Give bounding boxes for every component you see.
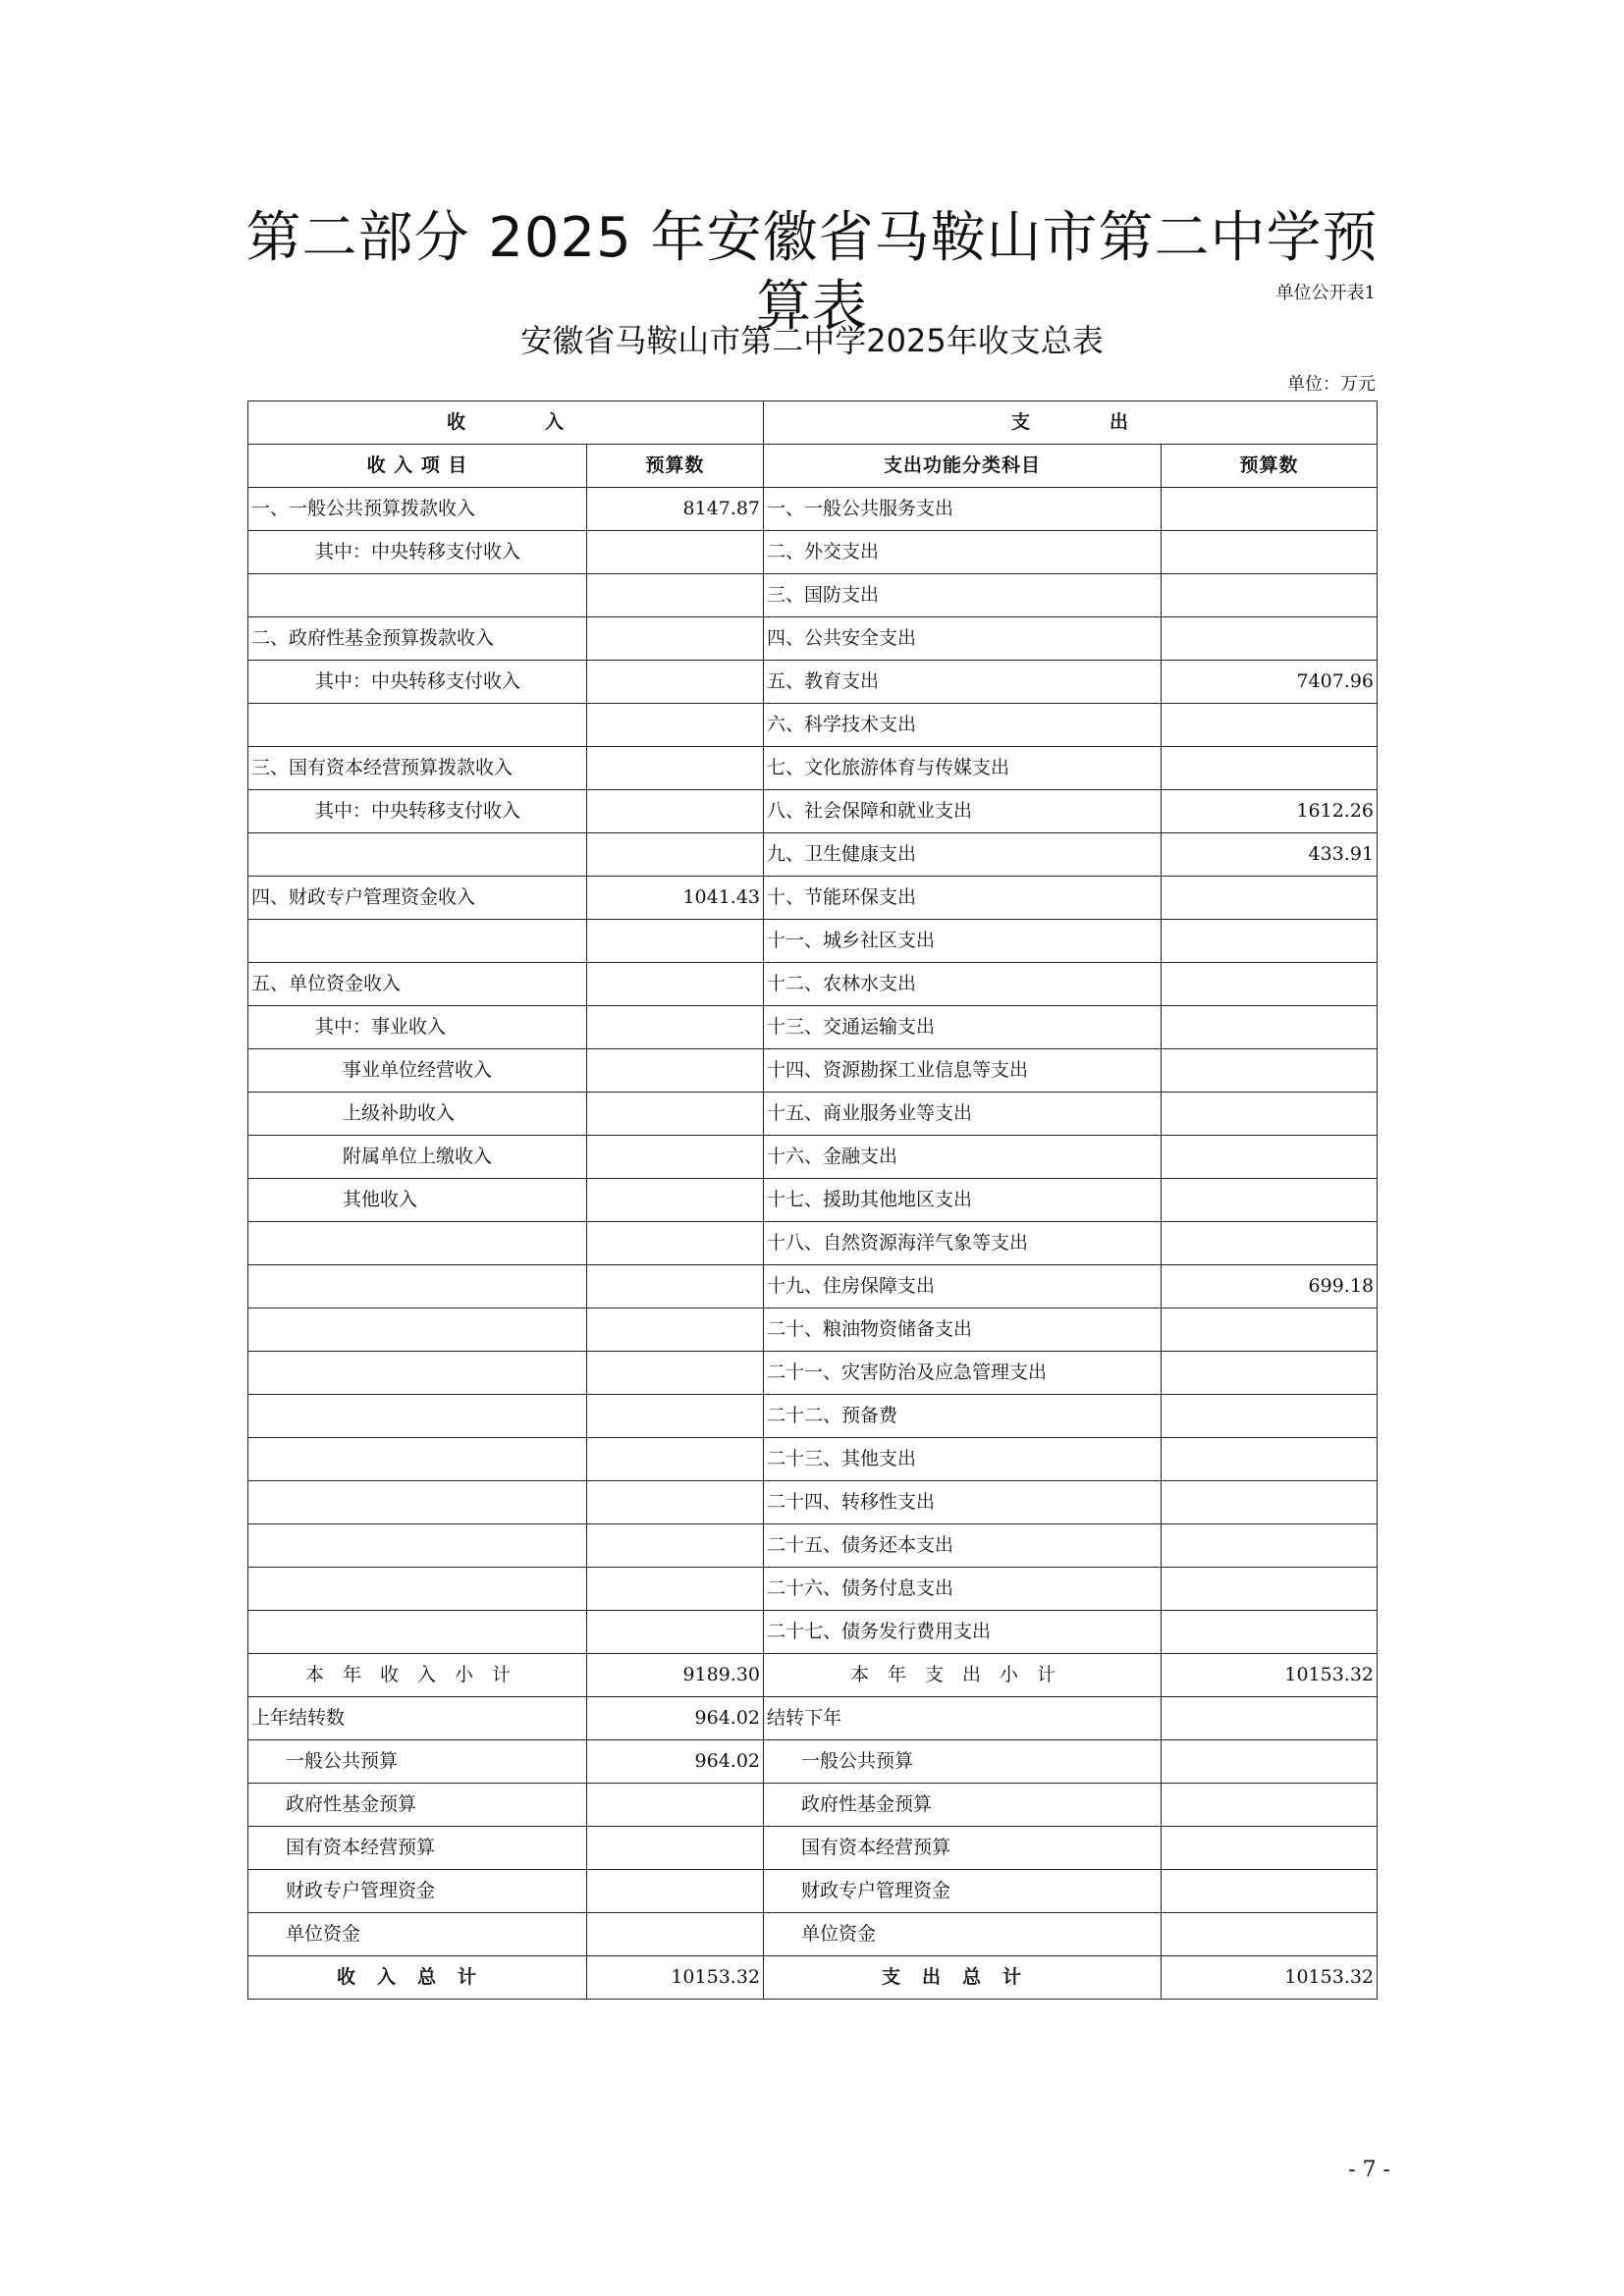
expense-item-cell: 十九、住房保障支出 — [764, 1265, 1162, 1308]
expense-amount-cell — [1162, 1913, 1378, 1956]
income-item-cell — [248, 574, 587, 617]
income-amount-cell — [587, 1870, 764, 1913]
table-row — [248, 1654, 1378, 1697]
income-amount-cell: 964.02 — [587, 1740, 764, 1784]
income-item-cell — [248, 1611, 587, 1654]
expense-item-cell: 二十二、预备费 — [764, 1395, 1162, 1438]
income-item-cell: 收入总计 — [248, 1956, 587, 2000]
expense-item-cell: 十二、农林水支出 — [764, 963, 1162, 1006]
expense-amount-cell: 699.18 — [1162, 1265, 1378, 1308]
income-amount-cell — [587, 1611, 764, 1654]
expense-amount-cell — [1162, 1395, 1378, 1438]
expense-amount-cell — [1162, 488, 1378, 531]
document-title: 第二部分 2025 年安徽省马鞍山市第二中学预算表 — [245, 206, 1379, 339]
expense-item-cell: 三、国防支出 — [764, 574, 1162, 617]
table-row — [248, 1524, 1378, 1568]
expense-item-cell: 二十一、灾害防治及应急管理支出 — [764, 1352, 1162, 1395]
expense-item-cell: 二、外交支出 — [764, 531, 1162, 574]
income-item-cell: 五、单位资金收入 — [248, 963, 587, 1006]
income-item-cell: 附属单位上缴收入 — [248, 1136, 587, 1179]
expense-amount-header: 预算数 — [1162, 445, 1378, 488]
income-amount-cell — [587, 1524, 764, 1568]
income-item-cell — [248, 1524, 587, 1568]
expense-amount-cell: 433.91 — [1162, 833, 1378, 877]
income-item-cell: 三、国有资本经营预算拨款收入 — [248, 747, 587, 790]
income-amount-cell — [587, 790, 764, 833]
income-item-cell: 其中：中央转移支付收入 — [248, 661, 587, 704]
expense-item-cell: 十四、资源勘探工业信息等支出 — [764, 1049, 1162, 1093]
income-amount-cell — [587, 1049, 764, 1093]
table-row — [248, 1481, 1378, 1524]
table-row — [248, 1093, 1378, 1136]
expense-item-cell: 五、教育支出 — [764, 661, 1162, 704]
header-row-sections — [248, 401, 1378, 445]
income-amount-cell — [587, 1395, 764, 1438]
income-amount-cell — [587, 1265, 764, 1308]
table-row — [248, 1395, 1378, 1438]
income-item-cell — [248, 1308, 587, 1352]
expense-amount-cell — [1162, 617, 1378, 661]
table-row — [248, 488, 1378, 531]
income-amount-cell — [587, 1784, 764, 1827]
income-item-cell: 二、政府性基金预算拨款收入 — [248, 617, 587, 661]
income-item-cell — [248, 704, 587, 747]
expense-amount-cell — [1162, 1222, 1378, 1265]
table-body — [248, 401, 1378, 2000]
expense-item-cell: 国有资本经营预算 — [764, 1827, 1162, 1870]
income-item-cell: 国有资本经营预算 — [248, 1827, 587, 1870]
expense-item-cell: 十五、商业服务业等支出 — [764, 1093, 1162, 1136]
expense-amount-cell — [1162, 1308, 1378, 1352]
expense-item-cell: 二十、粮油物资储备支出 — [764, 1308, 1162, 1352]
expense-item-cell: 七、文化旅游体育与传媒支出 — [764, 747, 1162, 790]
expense-item-cell: 二十五、债务还本支出 — [764, 1524, 1162, 1568]
table-row — [248, 1308, 1378, 1352]
table-row — [248, 1438, 1378, 1481]
expense-amount-cell — [1162, 574, 1378, 617]
table-row — [248, 747, 1378, 790]
income-amount-cell: 964.02 — [587, 1697, 764, 1740]
expense-amount-cell — [1162, 531, 1378, 574]
expense-item-cell: 政府性基金预算 — [764, 1784, 1162, 1827]
income-item-cell — [248, 1265, 587, 1308]
expense-amount-cell: 10153.32 — [1162, 1956, 1378, 2000]
income-amount-cell — [587, 1352, 764, 1395]
table-row — [248, 790, 1378, 833]
income-amount-cell — [587, 1481, 764, 1524]
table-row — [248, 833, 1378, 877]
expense-item-cell: 一、一般公共服务支出 — [764, 488, 1162, 531]
expense-amount-cell — [1162, 1568, 1378, 1611]
income-amount-cell — [587, 1913, 764, 1956]
expense-amount-cell — [1162, 704, 1378, 747]
income-item-cell: 其中：事业收入 — [248, 1006, 587, 1049]
income-amount-cell — [587, 1093, 764, 1136]
table-row — [248, 1827, 1378, 1870]
expense-amount-cell — [1162, 1611, 1378, 1654]
expense-item-cell: 八、社会保障和就业支出 — [764, 790, 1162, 833]
income-item-cell — [248, 1481, 587, 1524]
expense-amount-cell — [1162, 1827, 1378, 1870]
income-amount-cell — [587, 617, 764, 661]
income-item-cell — [248, 833, 587, 877]
table-row — [248, 1697, 1378, 1740]
income-item-cell: 一般公共预算 — [248, 1740, 587, 1784]
income-item-cell: 财政专户管理资金 — [248, 1870, 587, 1913]
expense-amount-cell — [1162, 1352, 1378, 1395]
expense-item-cell: 二十六、债务付息支出 — [764, 1568, 1162, 1611]
expense-amount-cell: 7407.96 — [1162, 661, 1378, 704]
expense-item-cell: 二十四、转移性支出 — [764, 1481, 1162, 1524]
table-row — [248, 1136, 1378, 1179]
income-item-cell: 其中：中央转移支付收入 — [248, 790, 587, 833]
income-amount-cell — [587, 833, 764, 877]
expense-item-cell: 十三、交通运输支出 — [764, 1006, 1162, 1049]
expense-amount-cell — [1162, 1136, 1378, 1179]
expense-amount-cell — [1162, 1438, 1378, 1481]
income-item-cell — [248, 920, 587, 963]
table-row — [248, 531, 1378, 574]
expense-amount-cell — [1162, 1049, 1378, 1093]
expense-amount-cell — [1162, 1697, 1378, 1740]
income-amount-cell: 1041.43 — [587, 877, 764, 920]
expense-amount-cell — [1162, 1179, 1378, 1222]
expense-item-cell: 结转下年 — [764, 1697, 1162, 1740]
income-item-cell: 四、财政专户管理资金收入 — [248, 877, 587, 920]
expense-item-cell: 十八、自然资源海洋气象等支出 — [764, 1222, 1162, 1265]
expense-item-cell: 十、节能环保支出 — [764, 877, 1162, 920]
income-amount-cell — [587, 1308, 764, 1352]
income-amount-cell — [587, 1827, 764, 1870]
income-amount-cell: 9189.30 — [587, 1654, 764, 1697]
expense-item-cell: 单位资金 — [764, 1913, 1162, 1956]
income-item-cell — [248, 1222, 587, 1265]
budget-summary-table — [247, 400, 1378, 2000]
table-row — [248, 1956, 1378, 2000]
table-row — [248, 574, 1378, 617]
income-item-cell: 本年收入小计 — [248, 1654, 587, 1697]
expense-item-cell: 十七、援助其他地区支出 — [764, 1179, 1162, 1222]
expense-section-header: 支 出 — [764, 401, 1378, 445]
income-amount-cell — [587, 1222, 764, 1265]
header-row-columns — [248, 445, 1378, 488]
income-item-cell — [248, 1352, 587, 1395]
expense-item-cell: 本年支出小计 — [764, 1654, 1162, 1697]
income-item-cell: 事业单位经营收入 — [248, 1049, 587, 1093]
income-amount-cell — [587, 920, 764, 963]
income-item-cell: 单位资金 — [248, 1913, 587, 1956]
expense-amount-cell: 10153.32 — [1162, 1654, 1378, 1697]
income-amount-cell — [587, 704, 764, 747]
income-item-header: 收 入 项 目 — [248, 445, 587, 488]
expense-amount-cell — [1162, 920, 1378, 963]
income-amount-cell — [587, 1568, 764, 1611]
expense-item-cell: 支出总计 — [764, 1956, 1162, 2000]
income-amount-cell — [587, 1006, 764, 1049]
expense-amount-cell — [1162, 1740, 1378, 1784]
table-row — [248, 1222, 1378, 1265]
income-amount-cell — [587, 747, 764, 790]
income-item-cell: 其中：中央转移支付收入 — [248, 531, 587, 574]
expense-amount-cell — [1162, 747, 1378, 790]
expense-item-cell: 九、卫生健康支出 — [764, 833, 1162, 877]
expense-item-cell: 四、公共安全支出 — [764, 617, 1162, 661]
expense-item-cell: 六、科学技术支出 — [764, 704, 1162, 747]
expense-amount-cell — [1162, 1784, 1378, 1827]
income-amount-cell — [587, 531, 764, 574]
expense-item-cell: 十六、金融支出 — [764, 1136, 1162, 1179]
income-amount-cell — [587, 574, 764, 617]
table-row — [248, 1611, 1378, 1654]
income-amount-cell — [587, 963, 764, 1006]
income-section-header: 收 入 — [248, 401, 764, 445]
income-amount-cell: 10153.32 — [587, 1956, 764, 2000]
income-item-cell: 上年结转数 — [248, 1697, 587, 1740]
income-amount-cell — [587, 1136, 764, 1179]
page-number: - 7 - — [1348, 2158, 1390, 2182]
table-row — [248, 877, 1378, 920]
expense-item-header: 支出功能分类科目 — [764, 445, 1162, 488]
expense-amount-cell — [1162, 877, 1378, 920]
income-amount-header: 预算数 — [587, 445, 764, 488]
table-row — [248, 1352, 1378, 1395]
income-amount-cell — [587, 1438, 764, 1481]
unit-label: 单位：万元 — [1287, 374, 1376, 395]
expense-amount-cell — [1162, 963, 1378, 1006]
table-row — [248, 1006, 1378, 1049]
expense-item-cell: 二十三、其他支出 — [764, 1438, 1162, 1481]
table-title: 安徽省马鞍山市第二中学2025年收支总表 — [520, 322, 1104, 359]
income-amount-cell — [587, 1179, 764, 1222]
income-item-cell: 其他收入 — [248, 1179, 587, 1222]
table-row — [248, 1740, 1378, 1784]
table-row — [248, 1568, 1378, 1611]
expense-item-cell: 财政专户管理资金 — [764, 1870, 1162, 1913]
table-row — [248, 1913, 1378, 1956]
table-row — [248, 1049, 1378, 1093]
expense-item-cell: 一般公共预算 — [764, 1740, 1162, 1784]
form-code: 单位公开表1 — [1275, 283, 1376, 303]
table-row — [248, 704, 1378, 747]
table-row — [248, 1784, 1378, 1827]
income-amount-cell — [587, 661, 764, 704]
expense-item-cell: 二十七、债务发行费用支出 — [764, 1611, 1162, 1654]
expense-amount-cell — [1162, 1870, 1378, 1913]
table-row — [248, 963, 1378, 1006]
expense-amount-cell — [1162, 1481, 1378, 1524]
table-row — [248, 1179, 1378, 1222]
income-item-cell: 上级补助收入 — [248, 1093, 587, 1136]
income-item-cell: 政府性基金预算 — [248, 1784, 587, 1827]
table-row — [248, 1870, 1378, 1913]
table-row — [248, 661, 1378, 704]
expense-item-cell: 十一、城乡社区支出 — [764, 920, 1162, 963]
table-row — [248, 920, 1378, 963]
income-item-cell — [248, 1568, 587, 1611]
table-row — [248, 617, 1378, 661]
expense-amount-cell — [1162, 1006, 1378, 1049]
income-item-cell — [248, 1438, 587, 1481]
income-amount-cell: 8147.87 — [587, 488, 764, 531]
expense-amount-cell — [1162, 1524, 1378, 1568]
table-row — [248, 1265, 1378, 1308]
income-item-cell — [248, 1395, 587, 1438]
expense-amount-cell: 1612.26 — [1162, 790, 1378, 833]
expense-amount-cell — [1162, 1093, 1378, 1136]
income-item-cell: 一、一般公共预算拨款收入 — [248, 488, 587, 531]
